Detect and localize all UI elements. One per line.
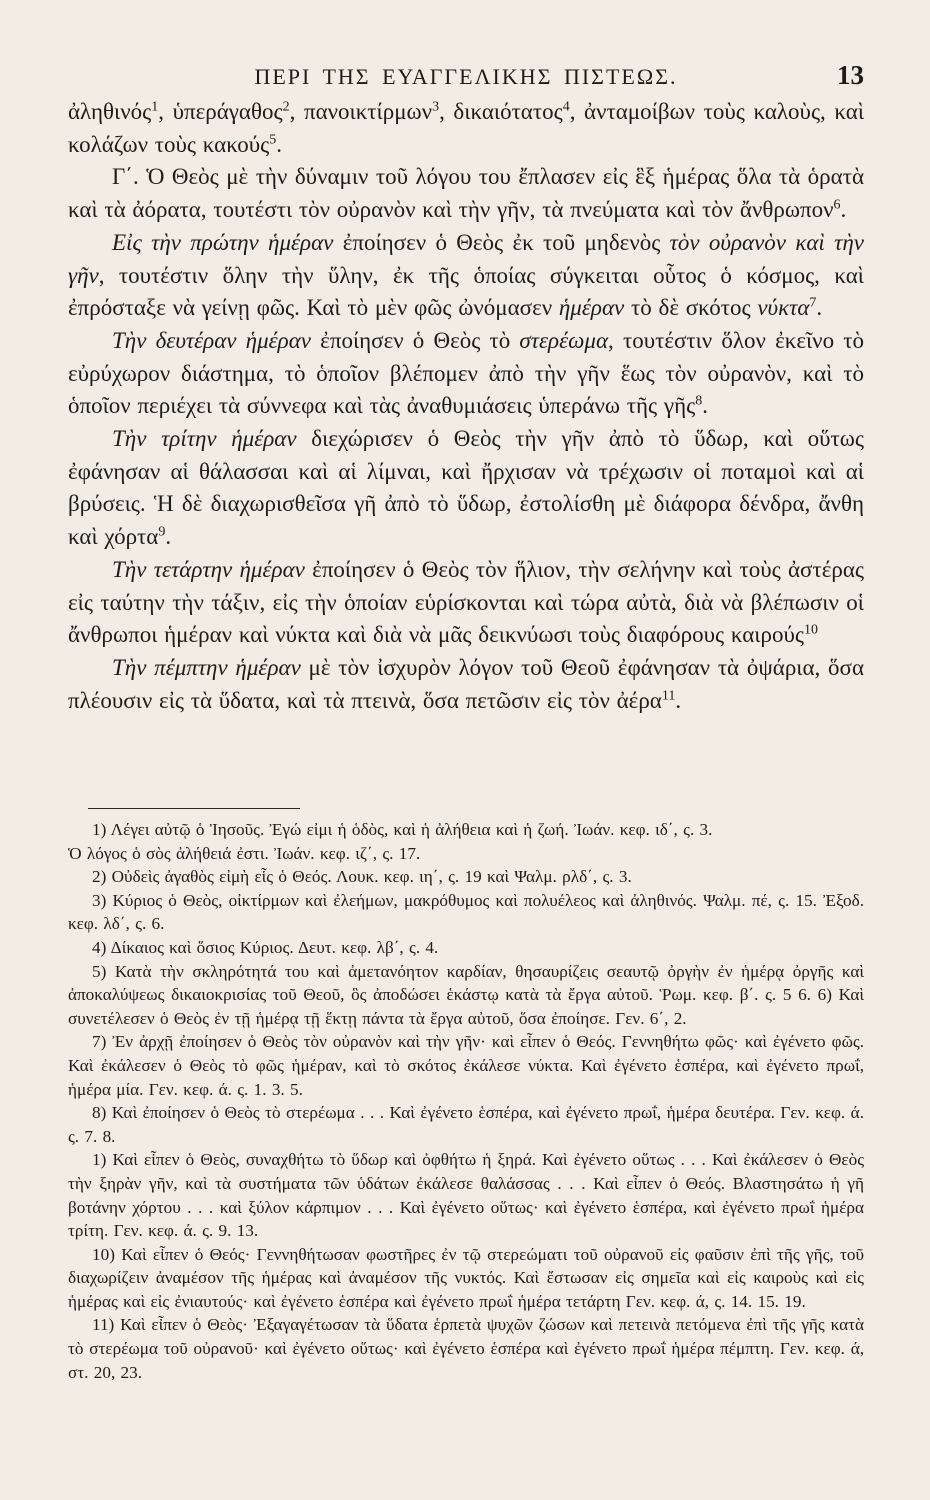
italic-phrase: Τὴν τετάρτην ἡμέραν (112, 556, 305, 582)
running-head: ΠΕΡΙ ΤΗΣ ΕΥΑΓΓΕΛΙΚΗΣ ΠΙΣΤΕΩΣ. (254, 64, 678, 89)
paragraph-5 (68, 423, 864, 554)
text-run: ἐποίησεν ὁ Θεὸς τὸ (311, 327, 520, 353)
italic-phrase: στερέωμα (519, 327, 609, 353)
footnote-2: 2) Οὐδεὶς ἀγαθὸς εἰμὴ εἷς ὁ Θεός. Λουκ. κεφ. ιη΄, ς. 19 καὶ Ψαλμ. ρλδ΄, ς. 3. (92, 867, 632, 887)
footnote-ref: 11 (661, 688, 676, 703)
footnote-ref: 9 (158, 524, 166, 540)
footnote-ref: 10 (803, 622, 818, 638)
italic-phrase: Τὴν δευτέραν ἡμέραν (112, 327, 312, 353)
text-run: ἐποίησεν ὁ Θεὸς ἐκ τοῦ μηδενὸς (333, 229, 670, 255)
paragraph-1 (68, 96, 864, 161)
text-run: . (276, 131, 283, 157)
text-run: . (702, 393, 708, 419)
text-run: , ὑπεράγαθος (158, 99, 283, 124)
text-run: ἀληθινός (68, 99, 152, 124)
text-run: , πανοικτίρμων (289, 99, 433, 124)
italic-phrase: ἡμέραν (558, 295, 625, 321)
text-run: . (840, 197, 847, 223)
footnote-5-6: 5) Κατὰ τὴν σκληρότητά του καὶ ἀμετανόητον καρδίαν, θησαυρίζεις σεαυτῷ ὀργὴν ἐν ἡμέρᾳ ὀργῆς καὶ ἀποκαλύψεως δικαιοκρισίας τοῦ Θεοῦ, ὃς ἀποδώσει ἑκάστῳ κατὰ τὰ ἔργα αὐτοῦ. Ῥωμ. κεφ. β΄. ς. 5 6. 6) Καὶ συνετέλεσεν ὁ Θεὸς ἐν τῇ ἡμέρᾳ τῇ ἕκτῃ πάντα τὰ ἔργα αὐτοῦ, ὅσα ἐποίησε. Γεν. 6΄, 2. (68, 961, 864, 1028)
footnote-ref: 6 (833, 197, 841, 213)
footnote-1-continued: Ὁ λόγος ὁ σὸς ἀλήθειά ἐστι. Ἰωάν. κεφ. ιζ΄, ς. 17. (68, 843, 421, 863)
footnote-ref: 7 (809, 295, 817, 311)
text-run: , τουτέστιν ὅλην τὴν ὕλην, ἐκ τῆς ὁποίας σύγκειται οὗτος ὁ κόσμος, καὶ ἐπρόσταξε νὰ γείνῃ φῶς. Καὶ τὸ μὲν φῶς ὠνόμασεν (68, 262, 864, 321)
footnote-ref: 1 (151, 99, 159, 115)
paragraph-7 (68, 652, 864, 717)
paragraph-6 (68, 554, 864, 652)
text-run: , ἀνταμοίβων τοὺς καλοὺς, καὶ κολάζων τοὺς κακούς (68, 99, 865, 157)
footnote-ref: 5 (269, 132, 277, 148)
footnote-separator (88, 808, 300, 809)
footnote-ref: 2 (282, 99, 290, 115)
footnote-9: 1) Καὶ εἶπεν ὁ Θεὸς, συναχθήτω τὸ ὕδωρ καὶ ὀφθήτω ἡ ξηρά. Καὶ ἐγένετο οὕτως . . . Καὶ ἐκάλεσεν ὁ Θεὸς τὴν ξηρὰν γῆν, καὶ τὰ συστήματα τῶν ὑδάτων ἐκάλεσε θαλάσσας . . . Καὶ εἶπεν ὁ Θεός. Βλαστησάτω ἡ γῆ βοτάνην χόρτου . . . καὶ ξύλον κάρπιμον . . . Καὶ ἐγένετο οὕτως· καὶ ἐγένετο ἑσπέρα, καὶ ἐγένετο πρωΐ ἡμέρα τρίτη. Γεν. κεφ. ά. ς. 9. 13. (68, 1150, 864, 1241)
paragraph-4 (68, 325, 864, 423)
text-run: διεχώρισεν ὁ Θεὸς τὴν γῆν ἀπὸ τὸ ὕδωρ, καὶ οὕτως ἐφάνησαν αἱ θάλασσαι καὶ αἱ λίμναι, καὶ ἤρχισαν νὰ τρέχωσιν οἱ ποταμοὶ καὶ αἱ βρύσεις. Ἡ δὲ διαχωρισθεῖσα γῆ ἀπὸ τὸ ὕδωρ, ἐστολίσθη μὲ διάφορα δένδρα, ἄνθη καὶ χόρτα (68, 426, 864, 550)
paragraph-2 (68, 161, 864, 226)
footnote-ref: 4 (562, 99, 570, 115)
italic-phrase: Εἰς τὴν πρώτην ἡμέραν (112, 229, 334, 255)
italic-phrase: Τὴν τρίτην ἡμέραν (112, 426, 297, 452)
text-run: . (165, 524, 172, 550)
footnote-10: 10) Καὶ εἶπεν ὁ Θεός· Γεννηθήτωσαν φωστῆρες ἐν τῷ στερεώματι τοῦ οὐρανοῦ εἰς φαῦσιν ἐπὶ τῆς γῆς, τοῦ διαχωρίζειν ἀναμέσον τῆς ἡμέρας καὶ ἀναμέσον τῆς νυκτός. Καὶ ἔστωσαν εἰς σημεῖα καὶ εἰς καιροὺς καὶ εἰς ἡμέρας καὶ εἰς ἐνιαυτούς· καὶ ἐγένετο ἑσπέρα καὶ ἐγένετο πρωΐ ἡμέρα τετάρτη Γεν. κεφ. ά, ς. 14. 15. 19. (68, 1244, 864, 1311)
text-run: , τουτέστιν ὅλον ἐκεῖνο τὸ εὐρύχωρον διάστημα, τὸ ὁποῖον βλέπομεν ἀπὸ τὴν γῆν ἕως τὸν οὐρανὸν, καὶ τὸ ὁποῖον περιέχει τὰ σύννεφα καὶ τὰς ἀναθυμιάσεις ὑπεράνω τῆς γῆς (68, 327, 864, 419)
italic-phrase: τὸν οὐρανὸν καὶ τὴν γῆν (68, 229, 864, 288)
footnotes (68, 818, 864, 1384)
text-run: τὸ δὲ σκότος (624, 295, 758, 321)
footnote-7: 7) Ἐν ἀρχῇ ἐποίησεν ὁ Θεὸς τὸν οὐρανὸν καὶ τὴν γῆν· καὶ εἶπεν ὁ Θεός. Γεννηθήτω φῶς· καὶ ἐγένετο φῶς. Καὶ ἐκάλεσεν ὁ Θεὸς τὸ φῶς ἡμέραν, καὶ τὸ σκότος ἐκάλεσε νύκτα. Καὶ ἐγένετο ἑσπέρα, καὶ ἐγένετο πρωΐ, ἡμέρα μία. Γεν. κεφ. ά. ς. 1. 3. 5. (68, 1032, 864, 1099)
paragraph-3 (68, 227, 864, 325)
text-run: Γ΄. Ὁ Θεὸς μὲ τὴν δύναμιν τοῦ λόγου του ἔπλασεν εἰς ἓξ ἡμέρας ὅλα τὰ ὁρατὰ καὶ τὰ ἀόρατα, τουτέστι τὸν οὐρανὸν καὶ τὴν γῆν, τὰ πνεύματα καὶ τὸν ἄνθρωπον (68, 164, 864, 223)
footnote-3: 3) Κύριος ὁ Θεὸς, οἰκτίρμων καὶ ἐλεήμων, μακρόθυμος καὶ πολυέλεος καὶ ἀληθινός. Ψαλμ. πέ, ς. 15. Ἐξοδ. κεφ. λδ΄, ς. 6. (68, 890, 864, 934)
text-run: μὲ τὸν ἰσχυρὸν λόγον τοῦ Θεοῦ ἐφάνησαν τὰ ὀψάρια, ὅσα πλέουσιν εἰς τὰ ὕδατα, καὶ τὰ πτεινὰ, ὅσα πετῶσιν εἰς τὸν ἀέρα (68, 654, 864, 713)
text-run: . (675, 687, 682, 713)
footnote-11: 11) Καὶ εἶπεν ὁ Θεὸς· Ἐξαγαγέτωσαν τὰ ὕδατα ἑρπετὰ ψυχῶν ζώσων καὶ πετεινὰ πετόμενα ἐπὶ τῆς γῆς κατὰ τὸ στερέωμα τοῦ οὐρανοῦ· καὶ ἐγένετο οὕτως· καὶ ἐγένετο ἑσπέρα καὶ ἐγένετο πρωΐ ἡμέρα πέμπτη. Γεν. κεφ. ά, στ. 20, 23. (68, 1315, 864, 1382)
italic-phrase: Τὴν πέμπτην ἡμέραν (112, 654, 301, 680)
footnote-ref: 8 (695, 393, 703, 409)
footnote-8: 8) Καὶ ἐποίησεν ὁ Θεὸς τὸ στερέωμα . . . Καὶ ἐγένετο ἑσπέρα, καὶ ἐγένετο πρωΐ, ἡμέρα δευτέρα. Γεν. κεφ. ά. ς. 7. 8. (68, 1103, 864, 1146)
text-run: , δικαιότατος (439, 99, 563, 124)
footnote-1: 1) Λέγει αὐτῷ ὁ Ἰησοῦς. Ἐγώ εἰμι ἡ ὁδὸς, καὶ ἡ ἀλήθεια καὶ ἡ ζωή. Ἰωάν. κεφ. ιδ΄, ς. 3. (92, 820, 713, 839)
footnote-4: 4) Δίκαιος καὶ ὅσιος Κύριος. Δευτ. κεφ. λβ΄, ς. 4. (92, 937, 439, 957)
main-text (68, 96, 864, 717)
italic-phrase: νύκτα (757, 295, 810, 321)
text-run: . (816, 295, 823, 321)
text-run: ἐποίησεν ὁ Θεὸς τὸν ἥλιον, τὴν σελήνην καὶ τοὺς ἀστέρας εἰς ταύτην τὴν τάξιν, εἰς τὴν ὁποίαν εὑρίσκονται καὶ τώρα αὐτὰ, διὰ νὰ βλέπωσιν οἱ ἄνθρωποι ἡμέραν καὶ νύκτα καὶ διὰ νὰ μᾶς δεικνύωσι τοὺς διαφόρους καιρούς (68, 556, 864, 648)
footnote-ref: 3 (432, 99, 440, 115)
page-header (68, 60, 864, 100)
page-number: 13 (837, 60, 864, 90)
